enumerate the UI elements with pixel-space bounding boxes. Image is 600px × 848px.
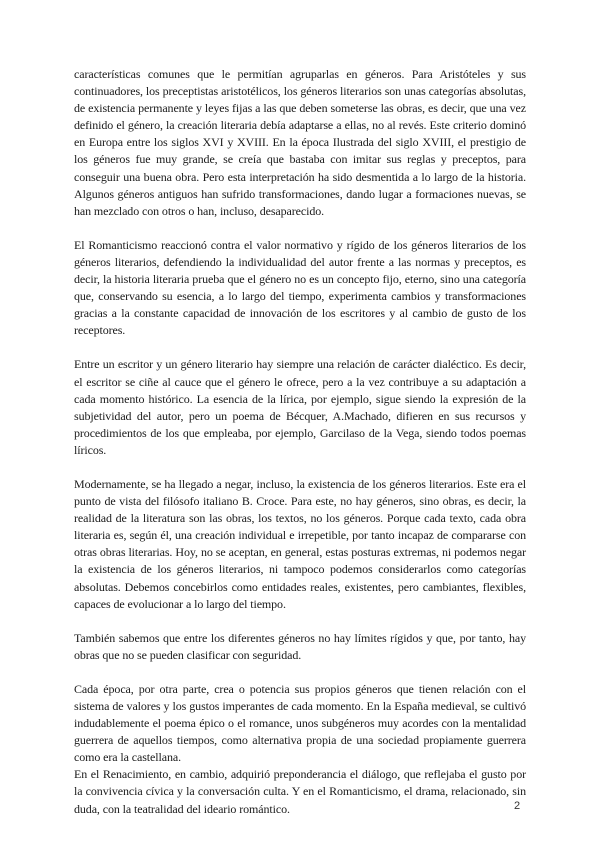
page-number: 2 [514,800,521,812]
paragraph-romanticism: El Romanticismo reaccionó contra el valor normativo y rígido de los géneros literarios de los géneros literarios, defendiendo la individualidad del autor frente a las normas y preceptos, es decir, la historia literaria prueba que el género no es un concepto fijo, eterno, sino una categoría que, conservando su esencia, a lo largo del tiempo, experimenta cambios y transformaciones gracias a la constante capacidad de innovación de los escritores y al cambio de gusto de los receptores. [74,237,526,338]
paragraph-renaissance: En el Renacimiento, en cambio, adquirió preponderancia el diálogo, que reflejaba el gusto por la convivencia cívica y la conversación culta. Y en el Romanticismo, el drama, relacionado, sin duda, con la teatralidad del ideario romántico. [74,767,526,816]
paragraph-genre-origins: características comunes que le permitían agruparlas en géneros. Para Aristóteles y sus continuadores, los preceptistas aristotélicos, los géneros literarios son unas categorías absolutas, de existencia permanente y leyes fijas a las que deben someterse las obras, es decir, que una vez definido el género, la creación literaria debía adaptarse a ellas, no al revés. Este criterio dominó en Europa entre los siglos XVI y XVIII. En la época Ilustrada del siglo XVIII, el prestigio de los géneros fue muy grande, se creía que bastaba con imitar sus reglas y preceptos, para conseguir una buena obra. Pero esta interpretación ha sido desmentida a lo largo de la historia. Algunos géneros antiguos han sufrido transformaciones, dando lugar a formaciones nuevas, se han mezclado con otros o han, incluso, desaparecido. [74,67,526,218]
paragraph-writer-genre-relation: Entre un escritor y un género literario hay siempre una relación de carácter dialéctico. Es decir, el escritor se ciñe al cauce que el género le ofrece, pero a la vez contribuye a su adaptación a cada momento histórico. La esencia de la lírica, por ejemplo, sigue siendo la expresión de la subjetividad del autor, pero un poema de Bécquer, A.Machado, difieren en sus recursos y procedimientos de los que empleaba, por ejemplo, Garcilaso de la Vega, siendo todos poemas líricos. [74,357,526,457]
page-body [74,66,526,818]
paragraph-each-epoch: Cada época, por otra parte, crea o potencia sus propios géneros que tienen relación con el sistema de valores y los gustos imperantes de cada momento. En la España medieval, se cultivó indudablemente el poema épico o el romance, unos subgéneros muy acordes con la mentalidad guerrera de aquellos tiempos, como alternativa propia de una sociedad propiamente guerrera como era la castellana. [74,681,526,765]
paragraph-genre-limits: También sabemos que entre los diferentes géneros no hay límites rígidos y que, por tanto, hay obras que no se pueden clasificar con seguridad. [74,630,526,662]
paragraph-modern-view: Modernamente, se ha llegado a negar, incluso, la existencia de los géneros literarios. Este era el punto de vista del filósofo italiano B. Croce. Para este, no hay géneros, sino obras, es decir, la realidad de la literatura son las obras, los textos, no los géneros. Porque cada texto, cada obra literaria es, según él, una creación individual e irrepetible, por tanto incapaz de compararse con otras obras literarias. Hoy, no se aceptan, en general, estas posturas extremas, ni podemos negar la existencia de los géneros literarios, ni tampoco podemos considerarlos como categorías absolutas. Debemos concebirlos como entidades reales, existentes, pero cambiantes, flexibles, capaces de evolucionar a lo largo del tiempo. [74,476,526,611]
